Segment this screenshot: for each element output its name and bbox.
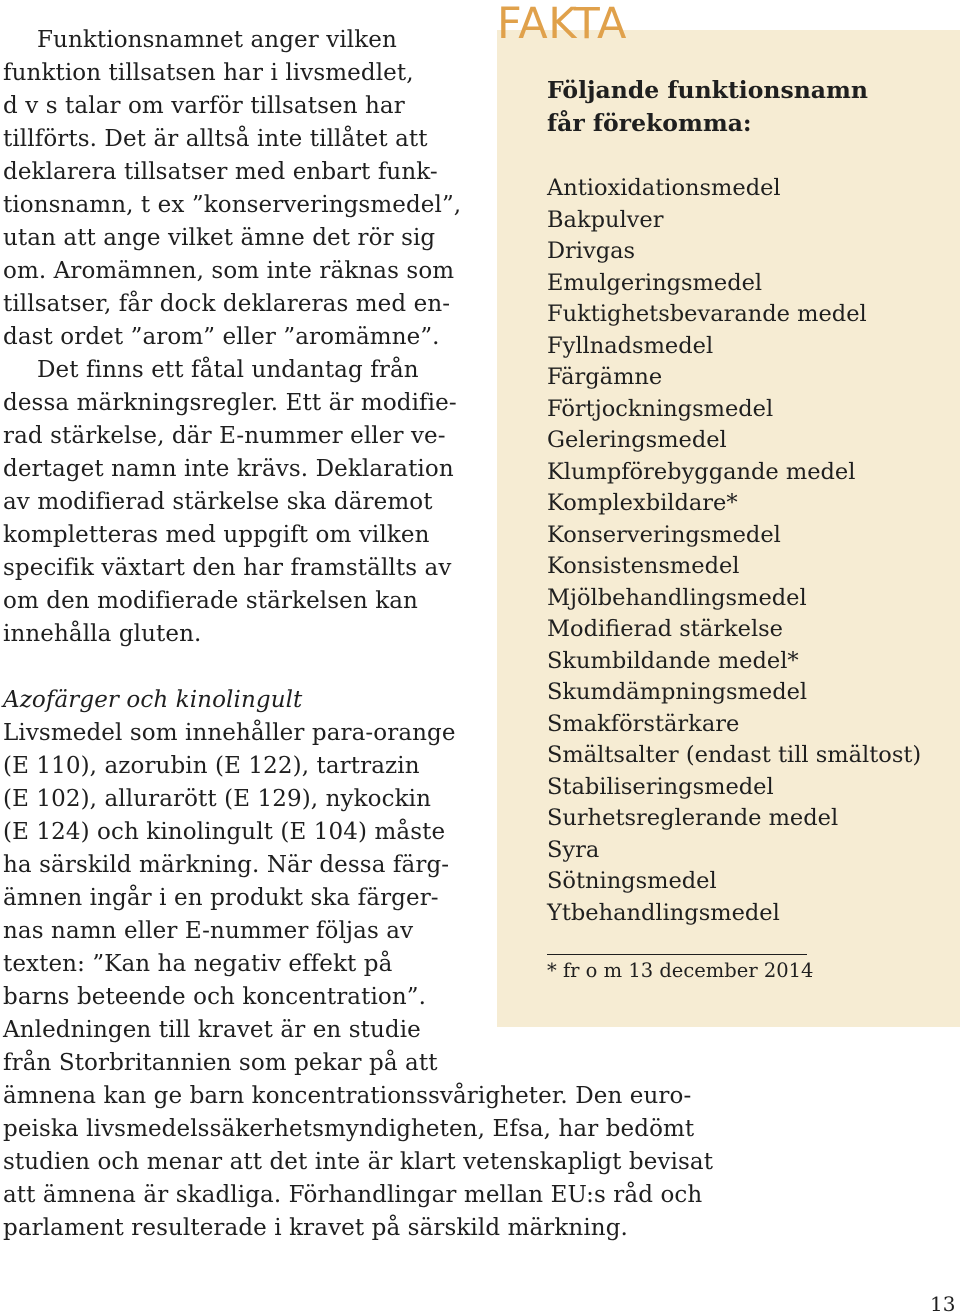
- paragraph3-line: (E 124) och kinolingult (E 104) måste: [3, 819, 446, 845]
- fakta-list-item: Geleringsmedel: [547, 427, 727, 453]
- paragraph2-line: dessa märkningsregler. Ett är modifie-: [3, 390, 457, 416]
- paragraph3-line: peiska livsmedelssäkerhetsmyndigheten, Efsa, har bedömt: [3, 1116, 695, 1142]
- paragraph3-line: att ämnena är skadliga. Förhandlingar mellan EU:s råd och: [3, 1182, 703, 1208]
- paragraph2-line: av modifierad stärkelse ska däremot: [3, 489, 433, 515]
- fakta-list-item: Skumdämpningsmedel: [547, 679, 808, 705]
- paragraph3-line: ämnena kan ge barn koncentrationssvårigheter. Den euro-: [3, 1083, 692, 1109]
- paragraph3-line: (E 110), azorubin (E 122), tartrazin: [3, 753, 420, 779]
- fakta-list-item: Emulgeringsmedel: [547, 269, 763, 296]
- paragraph3-line: från Storbritannien som pekar på att: [3, 1050, 438, 1076]
- paragraph1-line: d v s talar om varför tillsatsen har: [3, 93, 405, 119]
- footnote-rule: [547, 954, 807, 955]
- paragraph1-line: funktion tillsatsen har i livsmedlet,: [3, 60, 414, 86]
- fakta-list-item: Förtjockningsmedel: [547, 395, 774, 422]
- fakta-title-line-1: Följande funktionsnamn: [547, 76, 868, 104]
- fakta-list-item: Surhetsreglerande medel: [547, 805, 839, 831]
- fakta-list-item: Komplexbildare*: [547, 490, 738, 516]
- paragraph3-line: parlament resulterade i kravet på särskild märkning.: [3, 1215, 628, 1241]
- fakta-list-item: Klumpförebyggande medel: [547, 458, 856, 485]
- page-number: 13: [930, 1292, 956, 1316]
- paragraph1-line: Funktionsnamnet anger vilken: [37, 27, 397, 53]
- fakta-list-item: Drivgas: [547, 238, 636, 264]
- fakta-heading: FAKTA: [497, 0, 627, 49]
- paragraph1-line: utan att ange vilket ämne det rör sig: [3, 225, 436, 251]
- fakta-list-item: Syra: [547, 836, 600, 863]
- paragraph2-line: Det finns ett fåtal undantag från: [37, 357, 419, 383]
- paragraph1-line: tillförts. Det är alltså inte tillåtet att: [3, 126, 428, 152]
- paragraph3-line: (E 102), allurarött (E 129), nykockin: [3, 786, 431, 812]
- fakta-list-item: Bakpulver: [547, 206, 664, 233]
- fakta-list-item: Konserveringsmedel: [547, 521, 781, 548]
- paragraph1-line: dast ordet ”arom” eller ”aromämne”.: [3, 324, 440, 350]
- paragraph1-line: tionsnamn, t ex ”konserveringsmedel”,: [3, 192, 462, 218]
- paragraph3-line: ämnen ingår i en produkt ska färger-: [3, 885, 439, 911]
- paragraph2-line: dertaget namn inte krävs. Deklaration: [3, 456, 454, 482]
- paragraph3-line: Livsmedel som innehåller para-orange: [3, 720, 456, 746]
- paragraph1-line: deklarera tillsatser med enbart funk-: [3, 159, 438, 185]
- paragraph3-line: texten: ”Kan ha negativ effekt på: [3, 951, 393, 977]
- paragraph2-line: specifik växtart den har framställts av: [3, 555, 452, 581]
- fakta-list-item: Sötningsmedel: [547, 868, 717, 894]
- paragraph3-line: barns beteende och koncentration”.: [3, 984, 427, 1010]
- fakta-list-item: Skumbildande medel*: [547, 647, 799, 674]
- fakta-list-item: Antioxidationsmedel: [547, 175, 781, 201]
- paragraph2-line: innehålla gluten.: [3, 621, 202, 647]
- paragraph3-line: Anledningen till kravet är en studie: [3, 1017, 421, 1043]
- paragraph3-line: nas namn eller E-nummer följas av: [3, 918, 414, 944]
- fakta-list-item: Mjölbehandlingsmedel: [547, 584, 807, 611]
- fakta-list-item: Smakförstärkare: [547, 710, 740, 737]
- paragraph2-line: rad stärkelse, där E-nummer eller ve-: [3, 423, 446, 449]
- fakta-list-item: Fyllnadsmedel: [547, 332, 714, 359]
- fakta-list-item: Ytbehandlingsmedel: [547, 899, 780, 926]
- fakta-list-item: Stabiliseringsmedel: [547, 773, 774, 800]
- paragraph1-line: om. Aromämnen, som inte räknas som: [3, 258, 455, 284]
- paragraph3-line: ha särskild märkning. När dessa färg-: [3, 852, 450, 878]
- fakta-title-line-2: får förekomma:: [547, 109, 752, 137]
- fakta-list-item: Smältsalter (endast till smältost): [547, 742, 922, 768]
- fakta-footnote: * fr o m 13 december 2014: [547, 959, 814, 982]
- fakta-list-item: Fuktighetsbevarande medel: [547, 301, 867, 327]
- article-subheading: Azofärger och kinolingult: [3, 687, 303, 713]
- paragraph2-line: kompletteras med uppgift om vilken: [3, 522, 430, 548]
- fakta-list-item: Modifierad stärkelse: [547, 616, 783, 642]
- paragraph2-line: om den modifierade stärkelsen kan: [3, 588, 418, 614]
- paragraph3-line: studien och menar att det inte är klart vetenskapligt bevisat: [3, 1149, 714, 1175]
- fakta-list-item: Färgämne: [547, 364, 663, 390]
- paragraph1-line: tillsatser, får dock deklareras med en-: [3, 291, 451, 317]
- fakta-list-item: Konsistensmedel: [547, 553, 740, 579]
